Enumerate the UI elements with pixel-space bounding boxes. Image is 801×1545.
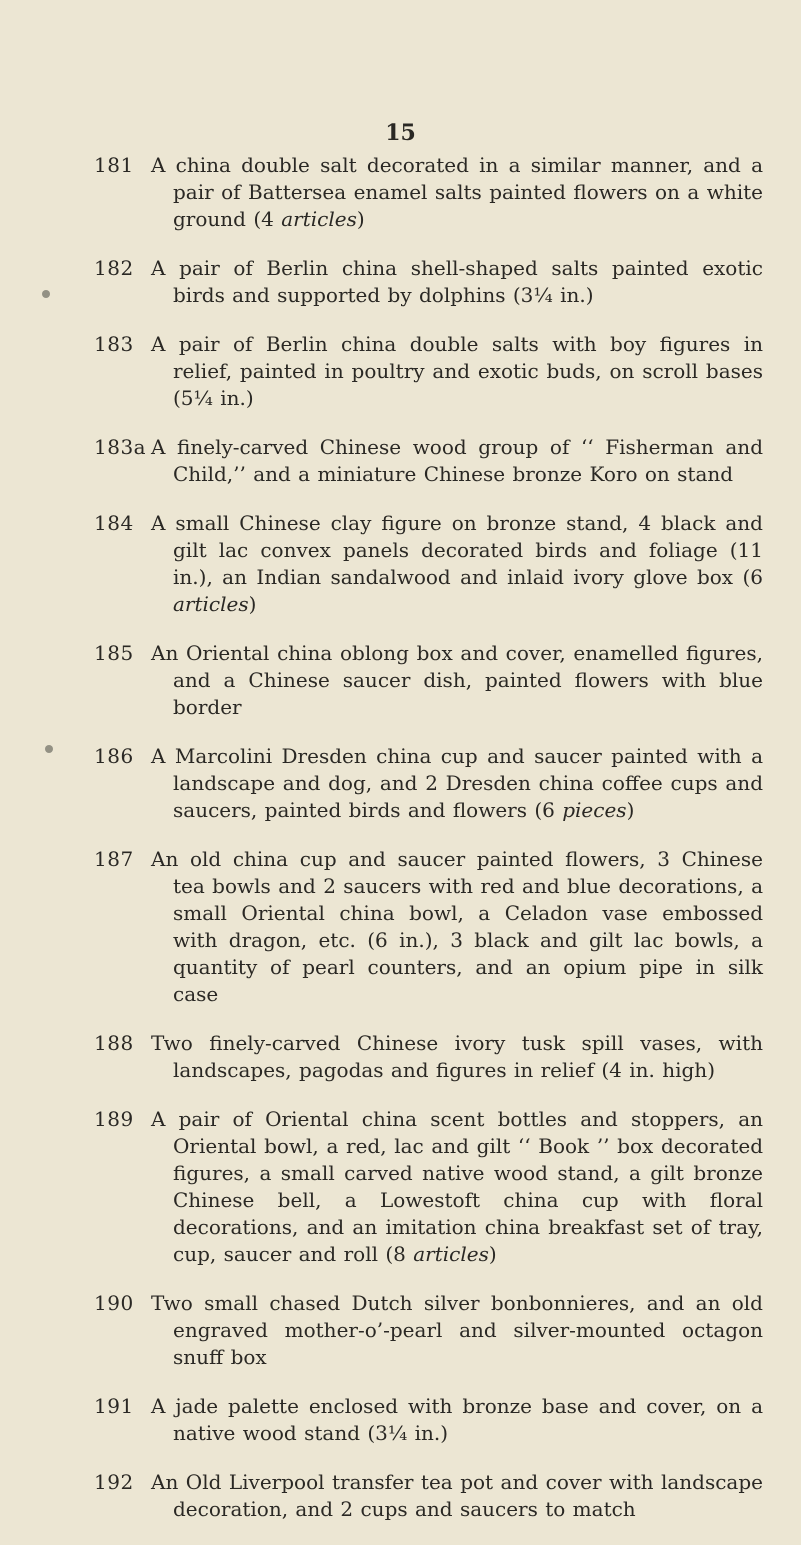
- lot-description: A jade palette enclosed with bronze base and cover, on a native wood stand (3¼ in.): [151, 1394, 763, 1445]
- lot-number: 187: [94, 847, 134, 871]
- catalogue-entry: [0, 1393, 801, 1447]
- lot-description: A pair of Berlin china shell-shaped salts painted exotic birds and supported by dolphins (3¼ in.): [151, 256, 763, 307]
- lot-number: 190: [94, 1291, 134, 1315]
- catalogue-entry: [0, 434, 801, 488]
- catalogue-entry: [0, 743, 801, 824]
- lot-number: 188: [94, 1031, 134, 1055]
- lot-description: An old china cup and saucer painted flowers, 3 Chinese tea bowls and 2 saucers with red and blue decorations, a small Oriental china bowl, a Celadon vase embossed with dragon, etc. (6 in.), 3 black and gilt lac bowls, a quantity of pearl counters, and an opium pipe in silk case: [151, 847, 763, 1006]
- catalogue-entries: [0, 152, 801, 1545]
- ink-mark: [45, 745, 53, 753]
- lot-description: A china double salt decorated in a similar manner, and a pair of Battersea enamel salts painted flowers on a white ground (4 articles): [151, 153, 763, 231]
- catalogue-entry: [0, 1106, 801, 1268]
- page-number: 15: [385, 120, 416, 146]
- lot-description: A pair of Oriental china scent bottles and stoppers, an Oriental bowl, a red, lac and gilt ‘‘ Book ’’ box decorated figures, a small carved native wood stand, a gilt bronze Chinese bell, a Lowestoft china cup with floral decorations, and an imitation china breakfast set of tray, cup, saucer and roll (8 articles): [151, 1107, 763, 1266]
- catalogue-entry: [0, 1290, 801, 1371]
- lot-number: 192: [94, 1470, 134, 1494]
- lot-number: 186: [94, 744, 134, 768]
- lot-description: A Marcolini Dresden china cup and saucer painted with a landscape and dog, and 2 Dresden china coffee cups and saucers, painted birds and flowers (6 pieces): [151, 744, 763, 822]
- catalogue-entry: [0, 152, 801, 233]
- lot-description: A finely-carved Chinese wood group of ‘‘ Fisherman and Child,’’ and a miniature Chinese bronze Koro on stand: [151, 435, 763, 486]
- lot-number: 182: [94, 256, 134, 280]
- lot-description: Two small chased Dutch silver bonbonnieres, and an old engraved mother-o’-pearl and silver-mounted octagon snuff box: [151, 1291, 763, 1369]
- lot-number: 181: [94, 153, 134, 177]
- lot-number: 184: [94, 511, 134, 535]
- lot-number: 189: [94, 1107, 134, 1131]
- lot-number: 185: [94, 641, 134, 665]
- catalogue-entry: [0, 640, 801, 721]
- catalogue-entry: [0, 1030, 801, 1084]
- ink-mark: [42, 290, 50, 298]
- catalogue-entry: [0, 331, 801, 412]
- lot-number: 183a: [94, 435, 147, 459]
- lot-description: An Old Liverpool transfer tea pot and cover with landscape decoration, and 2 cups and saucers to match: [151, 1470, 763, 1521]
- lot-description: A pair of Berlin china double salts with boy figures in relief, painted in poultry and exotic buds, on scroll bases (5¼ in.): [151, 332, 763, 410]
- lot-description: A small Chinese clay figure on bronze stand, 4 black and gilt lac convex panels decorated birds and foliage (11 in.), an Indian sandalwood and inlaid ivory glove box (6 articles): [151, 511, 763, 616]
- catalogue-entry: [0, 255, 801, 309]
- lot-description: An Oriental china oblong box and cover, enamelled figures, and a Chinese saucer dish, painted flowers with blue border: [151, 641, 763, 719]
- lot-number: 183: [94, 332, 134, 356]
- lot-description: Two finely-carved Chinese ivory tusk spill vases, with landscapes, pagodas and figures in relief (4 in. high): [151, 1031, 763, 1082]
- catalogue-entry: [0, 1469, 801, 1523]
- catalogue-entry: [0, 510, 801, 618]
- lot-number: 191: [94, 1394, 134, 1418]
- catalogue-entry: [0, 846, 801, 1008]
